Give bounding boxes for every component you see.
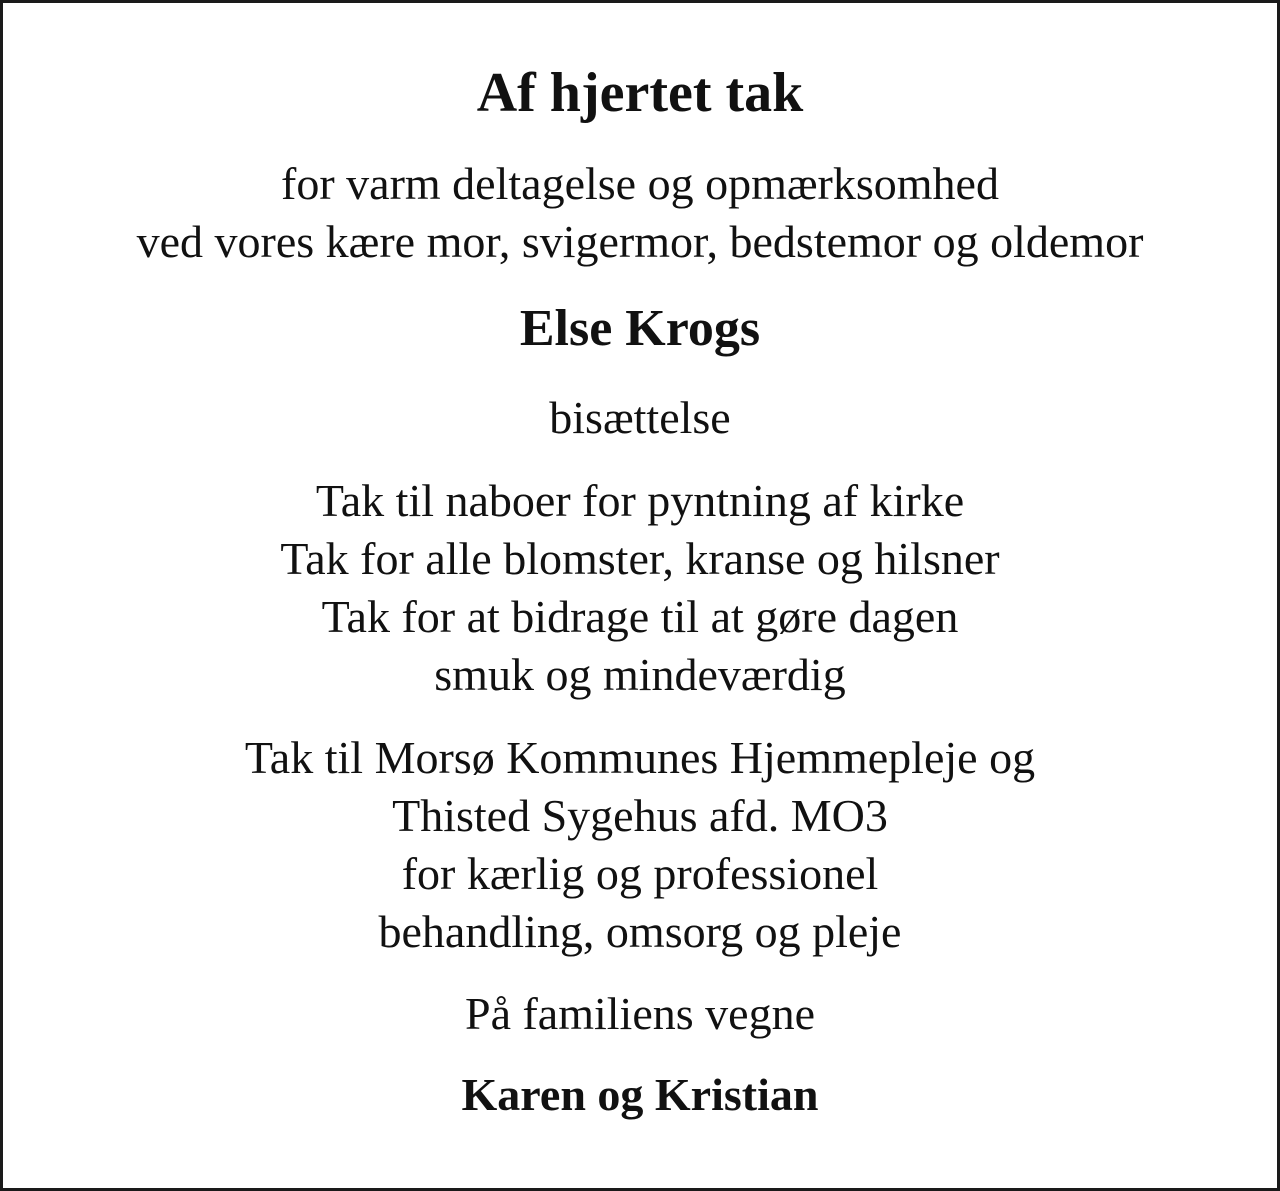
thanks-1-line-4: smuk og mindeværdig	[434, 649, 846, 700]
thanks-1-line-1: Tak til naboer for pyntning af kirke	[315, 475, 965, 526]
closing-text: På familiens vegne	[464, 988, 815, 1039]
signature: Karen og Kristian	[461, 1069, 819, 1120]
deceased-name: Else Krogs	[519, 300, 761, 357]
thanks-2-line-2: Thisted Sygehus afd. MO3	[392, 790, 888, 841]
thanks-2-line-1: Tak til Morsø Kommunes Hjemmepleje og	[244, 732, 1036, 783]
thanks-2-line-3: for kærlig og professionel	[401, 848, 879, 899]
intro-line-1: for varm deltagelse og opmærksomhed	[281, 158, 999, 209]
notice-heading: Af hjertet tak	[476, 62, 804, 124]
thanks-2-line-4: behandling, omsorg og pleje	[378, 906, 902, 957]
occasion-text: bisættelse	[549, 392, 731, 443]
thanks-1-line-3: Tak for at bidrage til at gøre dagen	[321, 591, 959, 642]
thanks-1-line-2: Tak for alle blomster, kranse og hilsner	[280, 533, 1000, 584]
intro-line-2: ved vores kære mor, svigermor, bedstemor og oldemor	[136, 216, 1144, 267]
